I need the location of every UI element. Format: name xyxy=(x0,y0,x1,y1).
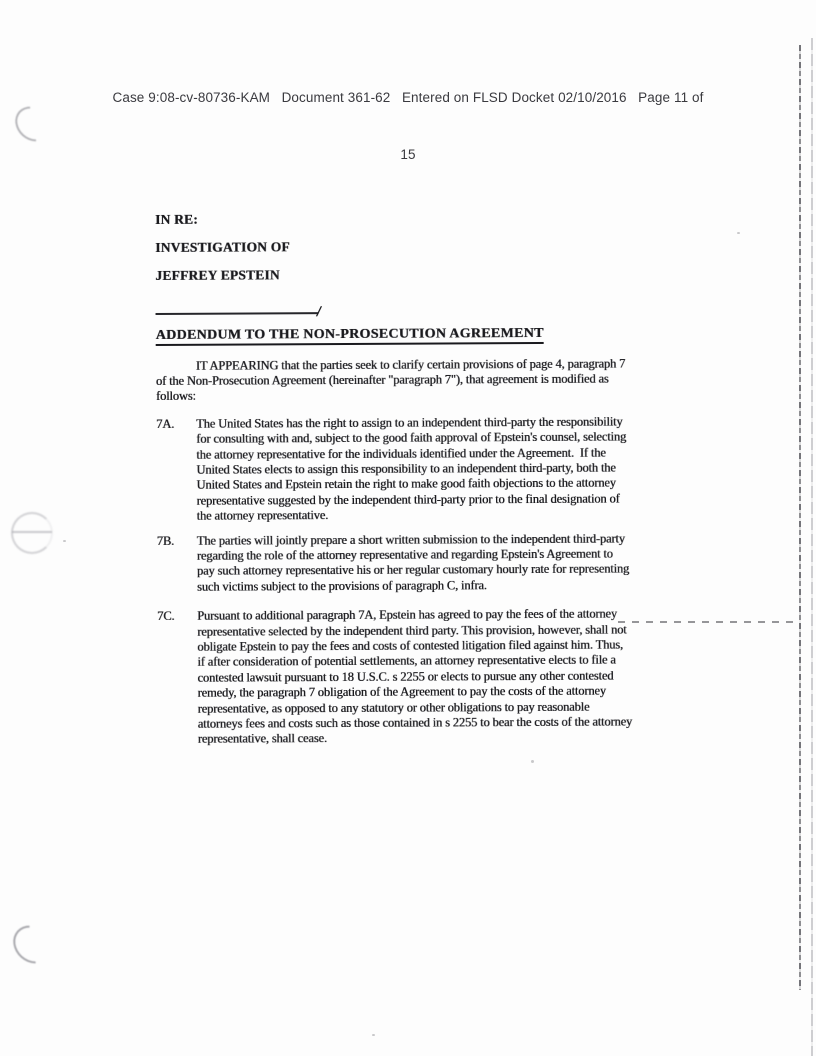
intro-paragraph: IT APPEARING that the parties seek to clarify certain provisions of page 4, paragraph 7 of the Non-Prosecution Agreement (hereinafter "paragraph 7"), that agreement is modified as follows: xyxy=(155,356,626,404)
caption-subject-name: JEFFREY EPSTEIN xyxy=(155,267,280,283)
caption-divider-slash: / xyxy=(315,303,322,320)
scan-noise-speck xyxy=(531,760,534,763)
scan-page-edge-line xyxy=(811,38,813,1056)
binder-ring-bar xyxy=(12,531,52,533)
caption-in-re: IN RE: xyxy=(154,211,198,227)
scan-dashed-line-artifact xyxy=(618,621,794,623)
paragraph-7b-number: 7B. xyxy=(156,533,175,548)
caption-divider-line xyxy=(155,300,318,315)
caption-investigation-of: INVESTIGATION OF xyxy=(155,239,290,255)
ecf-stamp-page-number: 15 xyxy=(400,147,416,162)
scan-noise-speck xyxy=(63,540,66,542)
paragraph-7b xyxy=(157,531,717,596)
document-body xyxy=(155,210,718,748)
paragraph-7a xyxy=(156,414,717,525)
scan-noise-speck xyxy=(737,232,740,234)
scan-noise-speck xyxy=(372,1034,375,1036)
paragraph-7a-number: 7A. xyxy=(156,416,175,431)
paragraph-7a-text: The United States has the right to assign to an independent third-party the responsibility for consulting with and, subject to the good faith approval of Epstein's counsel, selecting the attorney representative for the individuals identified under the Agreement. If the United States elects to assign this responsibility to an independent third-party, both the United States and Epstein retain the right to make good faith objections to the attorney representative suggested by the independent third-party prior to the final designation of the attorney representative. xyxy=(196,414,627,523)
binder-ring-artifact-middle xyxy=(11,512,53,554)
paragraph-7b-text: The parties will jointly prepare a short written submission to the independent third-party regarding the role of the attorney representative and regarding Epstein's Agreement to pay such attorney representative his or her regular customary hourly rate for representing such victims subject to the provisions of paragraph C, infra. xyxy=(196,531,630,594)
paragraph-7c-text: Pursuant to additional paragraph 7A, Epstein has agreed to pay the fees of the attorney representative selected by the independent third party. This provision, however, shall not obligate Epstein to pay the fees and costs of contested litigation filed against him. Thus, if after consideration of potential settlements, an attorney representative elects to file a contested lawsuit pursuant to 18 U.S.C. s 2255 or elects to pursue any other contested remedy, the paragraph 7 obligation of the Agreement to pay the costs of the attorney representative, as opposed to any statutory or other obligations to pay reasonable attorneys fees and costs such as those contained in s 2255 to bear the costs of the attorney representative, shall cease. xyxy=(197,606,633,747)
paragraph-7c-number: 7C. xyxy=(157,609,175,624)
ecf-stamp-line1: Case 9:08-cv-80736-KAM Document 361-62 Entered on FLSD Docket 02/10/2016 Page 11 of xyxy=(112,90,704,105)
document-title: ADDENDUM TO THE NON-PROSECUTION AGREEMENT xyxy=(156,325,544,345)
ecf-header-stamp xyxy=(0,50,816,183)
binder-ring-artifact-bottom xyxy=(6,918,60,971)
caption-divider-row xyxy=(155,298,715,320)
paragraph-7c xyxy=(157,606,718,748)
scan-scratch-line-right xyxy=(799,45,801,990)
